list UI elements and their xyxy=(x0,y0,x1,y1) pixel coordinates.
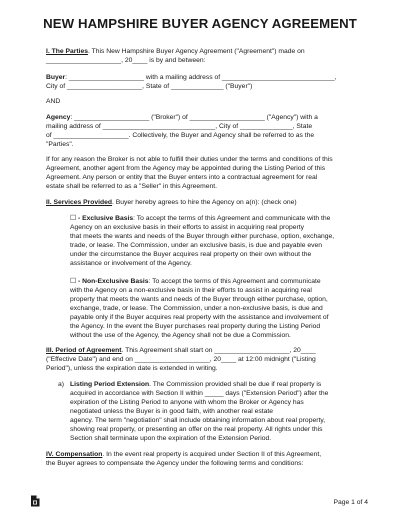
nonexclusive-line-6: the Agency. In the event the Buyer purchases real property during the Listing Period xyxy=(70,323,321,330)
document-logo-icon xyxy=(30,495,40,507)
nonexclusive-line-3: property that meets the wants and needs of the Buyer through either purchase, option, xyxy=(70,296,328,303)
services-heading: II. Services Provided xyxy=(46,199,113,206)
exclusive-line-4: trade, or lease. The Commission, under an exclusive basis, is due and payable even xyxy=(70,242,323,249)
exclusive-line-5: under the circumstance the Buyer acquires real property on their own without the xyxy=(70,251,312,258)
buyer-line-2: City of ____________________, State of ______________ ("Buyer") xyxy=(46,83,253,90)
period-line-3: Period"), unless the expiration date is extended in writing. xyxy=(46,365,218,372)
broker-para-line-4: estate shall be referred to as a "Seller" in this Agreement. xyxy=(46,183,218,190)
and-text: AND xyxy=(46,98,61,105)
exclusive-line-6: assistance or involvement of the Agency. xyxy=(70,260,192,267)
agency-line-4: "Parties". xyxy=(46,141,74,148)
extension-line-4: negotiated unless the Buyer is in good faith, with another real estate xyxy=(70,408,274,415)
extension-line-3: expiration of the Listing Period to anyone with whom the Broker or Agency has xyxy=(70,399,304,406)
exclusive-checkbox[interactable]: ☐ xyxy=(70,215,77,222)
parties-line-2: ____________________, 20____ is by and between: xyxy=(46,57,206,64)
agency-line-2: mailing address of ______________________________, City of ______________, State xyxy=(46,123,313,130)
extension-line-7: Section shall terminate upon the expiration of the Extension Period. xyxy=(70,435,272,442)
parties-line-1: I. The Parties. This New Hampshire Buyer Agency Agreement ("Agreement") made on xyxy=(46,48,305,55)
exclusive-line-3: that meets the wants and needs of the Buyer through either purchase, option, exchange, xyxy=(70,233,335,240)
extension-prefix: a) xyxy=(58,381,65,388)
document-title: NEW HAMPSHIRE BUYER AGENCY AGREEMENT xyxy=(43,16,357,31)
extension-line-1: Listing Period Extension. The Commission provided shall be due if real property is xyxy=(70,381,322,388)
agency-line-3: of ____________________. Collectively, the Buyer and Agency shall be referred to as the xyxy=(46,132,315,139)
extension-label: Listing Period Extension xyxy=(70,381,150,388)
exclusive-line-2: Agency on an exclusive basis in their efforts to assist in acquiring real property xyxy=(70,224,304,231)
extension-line-2: acquired in accordance with Section II within _____ days ("Extension Period") after the xyxy=(70,390,329,397)
page-number: Page 1 of 4 xyxy=(333,499,368,506)
agency-line-1: Agency: ____________________ ("Broker") of ____________________ ("Agency") with a xyxy=(46,114,318,121)
extension-line-5: agency. The term "negotiation" shall include obtaining information about real property, xyxy=(70,417,326,424)
nonexclusive-line-5: payable only if the Buyer acquires real property with the assistance and involvement of xyxy=(70,314,329,321)
exclusive-line-1: ☐ - Exclusive Basis: To accept the terms of this Agreement and communicate with the xyxy=(70,215,331,222)
agency-label: Agency xyxy=(46,114,71,121)
period-line-2: ("Effective Date") and end on ____________________, 20____ at 12:00 midnight ("Listing xyxy=(46,356,316,363)
compensation-heading: IV. Compensation xyxy=(46,451,103,458)
period-heading: III. Period of Agreement xyxy=(46,347,122,354)
compensation-line-1: IV. Compensation. In the event real property is acquired under Section II of this Agreement, xyxy=(46,451,322,458)
parties-heading: I. The Parties xyxy=(46,48,89,55)
nonexclusive-line-2: with the Agency on a non-exclusive basis in their efforts to assist in acquiring real xyxy=(70,287,312,294)
nonexclusive-checkbox[interactable]: ☐ xyxy=(70,278,77,285)
extension-line-6: showing real property, or presenting an offer on the real property. All rights under this xyxy=(70,426,323,433)
exclusive-label: - Exclusive Basis xyxy=(77,215,134,222)
buyer-label: Buyer xyxy=(46,74,66,81)
nonexclusive-line-4: exchange, trade, or lease. The Commission, under a non-exclusive basis, is due and xyxy=(70,305,323,312)
compensation-line-2: the Buyer agrees to compensate the Agency under the following terms and conditions: xyxy=(46,460,304,467)
broker-para-line-3: Agreement. Any person or entity that the Buyer enters into a contractual agreement for real xyxy=(46,174,318,181)
buyer-line-1: Buyer: ____________________ with a mailing address of ______________________________, xyxy=(46,74,337,81)
nonexclusive-line-7: without the use of the Agency, the Agency shall not be due a Commission. xyxy=(70,332,291,339)
nonexclusive-label: - Non-Exclusive Basis xyxy=(77,278,149,285)
broker-para-line-2: Agreement, another agent from the Agency may be appointed during the Listing Period of this xyxy=(46,165,326,172)
period-line-1: III. Period of Agreement. This Agreement shall start on ____________________, 20____ xyxy=(46,347,316,354)
nonexclusive-line-1: ☐ - Non-Exclusive Basis: To accept the terms of this Agreement and communicate xyxy=(70,278,321,285)
services-line: II. Services Provided. Buyer hereby agrees to hire the Agency on a(n): (check one) xyxy=(46,199,297,206)
broker-para-line-1: If for any reason the Broker is not able to fulfill their duties under the terms and conditions of this xyxy=(46,156,333,163)
